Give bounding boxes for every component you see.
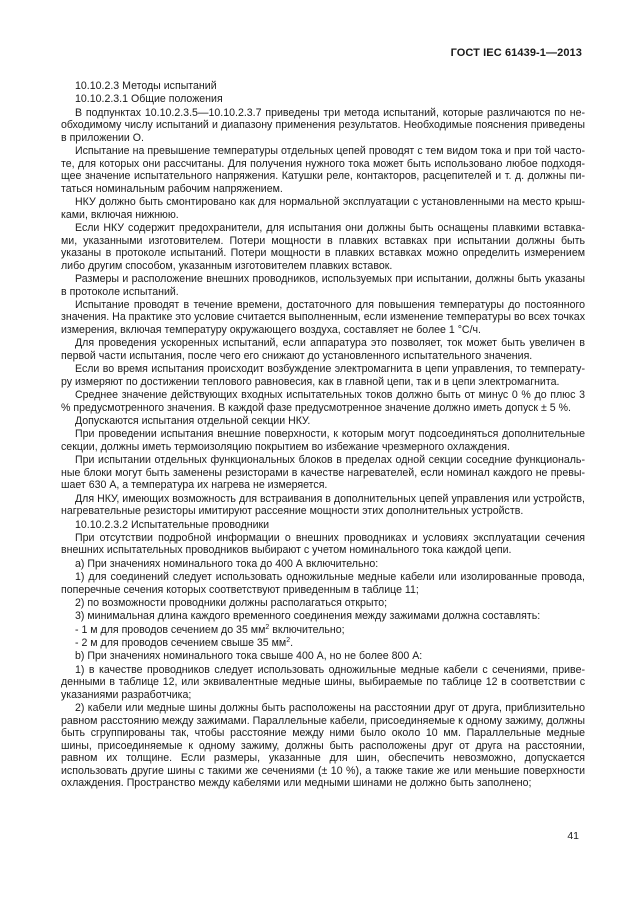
paragraph: При проведении испытания внешние поверхности, к которым могут подсоединяться дополнительные секции, должны иметь термоизоляцию покрытием во избежание чрезмерного охлаждения. <box>61 428 585 453</box>
superscript: 2 <box>286 637 291 645</box>
list-item-text: - 1 м для проводов сечением до 35 мм <box>75 623 266 636</box>
list-item: b) При значениях номинального тока свыше 400 А, но не более 800 А: <box>75 650 423 663</box>
superscript: 2 <box>265 623 270 631</box>
paragraph: В подпунктах 10.10.2.3.5—10.10.2.3.7 приведены три метода испытаний, которые различаются по необходимому числу испытаний и диапазону применения результатов. Необходимые пояснения приведены в приложении О. <box>61 106 585 144</box>
paragraph: Испытание проводят в течение времени, достаточного для повышения температуры до постоянного значения. На практике это условие считается выполненным, если изменение температуры во всех точках измерения, включая температуру окружающего воздуха, составляет не более 1 °С/ч. <box>61 298 585 336</box>
list-item: 2) по возможности проводники должны располагаться открыто; <box>75 597 388 610</box>
list-item: а) При значениях номинального тока до 400 А включительно: <box>75 557 379 570</box>
standard-header: ГОСТ IEC 61439-1—2013 <box>450 47 582 59</box>
subsection-heading: 10.10.2.3.2 Испытательные проводники <box>75 518 270 531</box>
paragraph: Если во время испытания происходит возбуждение электромагнита в цепи управления, то температуру измеряют по достижении теплового равновесия, как в главной цепи, так и в цепи электромагнита. <box>61 363 585 388</box>
document-body <box>61 80 585 791</box>
list-item <box>61 624 585 637</box>
paragraph: Среднее значение действующих входных испытательных токов должно быть от минус 0 % до плюс 3 % предусмотренного значения. В каждой фазе предусмотренное значение должно иметь допуск ± 5 %. <box>61 389 585 414</box>
paragraph: Для НКУ, имеющих возможность для встраивания в дополнительных цепей управления или устройств, нагревательные резисторы имитируют рассеяние мощности этих дополнительных устройств. <box>61 492 585 518</box>
page-number: 41 <box>567 830 579 842</box>
list-item <box>61 637 585 650</box>
paragraph: Для проведения ускоренных испытаний, если аппаратура это позволяет, ток может быть увеличен в первой части испытания, после чего его снижают до установленного испытательного значения. <box>61 337 585 362</box>
paragraph: При испытании отдельных функциональных блоков в пределах одной секции соседние функциональные блоки могут быть заменены резисторами в качестве нагревателей, если номинал каждого не превышает 630 А, а температура их нагрева не измеряется. <box>61 454 585 492</box>
subsection-heading: 10.10.2.3.1 Общие положения <box>75 93 223 106</box>
paragraph: Если НКУ содержит предохранители, для испытания они должны быть оснащены плавкими вставками, указанными изготовителем. Потери мощности в плавких вставках при испытании должны быть указаны в протоколе испытаний. Потери мощности в плавких вставках можно определить измерением либо другим способом, указанным изготовителем плавких вставок. <box>61 222 585 272</box>
list-item: 2) кабели или медные шины должны быть расположены на расстоянии друг от друга, приблизительно равном расстоянию между зажимами. Параллельные кабели, присоединяемые к одному зажиму, должны быть сгруппированы так, чтобы расстояние между ними было около 10 мм. Параллельные медные шины, присоединяемые к одному зажиму, должны быть расположены друг от друга на расстоянии, равном их толщине. Если размеры, указанные для шин, обеспечить невозможно, допускается использовать другие шины с такими же сечениями (± 10 %), а также такие же или меньшие поверхности охлаждения. Пространство между кабелями или медными шинами не должно быть заполнено; <box>61 702 585 790</box>
section-heading: 10.10.2.3 Методы испытаний <box>75 80 217 92</box>
list-item: 1) в качестве проводников следует использовать одножильные медные кабели с сечениями, приведенными в таблице 12, или эквивалентные медные шины, выбираемые по таблице 12 в соответствии с указаниями разработчика; <box>61 663 585 701</box>
paragraph: Испытание на превышение температуры отдельных цепей проводят с тем видом тока и при той частоте, для которых они рассчитаны. Для получения нужного тока может быть использовано любое подходящее значение испытательного напряжения. Катушки реле, контакторов, расцепителей и т. д. должны питаться номинальным рабочим напряжением. <box>61 145 585 195</box>
list-item-text: - 2 м для проводов сечением свыше 35 мм <box>75 637 287 650</box>
paragraph: При отсутствии подробной информации о внешних проводниках и условиях эксплуатации сечения внешних испытательных проводников выбирают с учетом номинального тока каждой цепи. <box>61 531 585 557</box>
list-item: 1) для соединений следует использовать одножильные медные кабели или изолированные провода, поперечные сечения которых соответствуют приведенным в таблице 11; <box>61 571 585 596</box>
paragraph: Размеры и расположение внешних проводников, используемых при испытании, должны быть указаны в протоколе испытаний. <box>61 272 585 298</box>
list-item: 3) минимальная длина каждого временного соединения между зажимами должна составлять: <box>75 610 541 623</box>
paragraph: НКУ должно быть смонтировано как для нормальной эксплуатации с установленными на место крышками, включая нижнюю. <box>61 196 585 221</box>
list-item-tail: включительно; <box>269 623 345 636</box>
list-item-tail: . <box>290 637 294 650</box>
paragraph: Допускаются испытания отдельной секции НКУ. <box>75 414 311 427</box>
